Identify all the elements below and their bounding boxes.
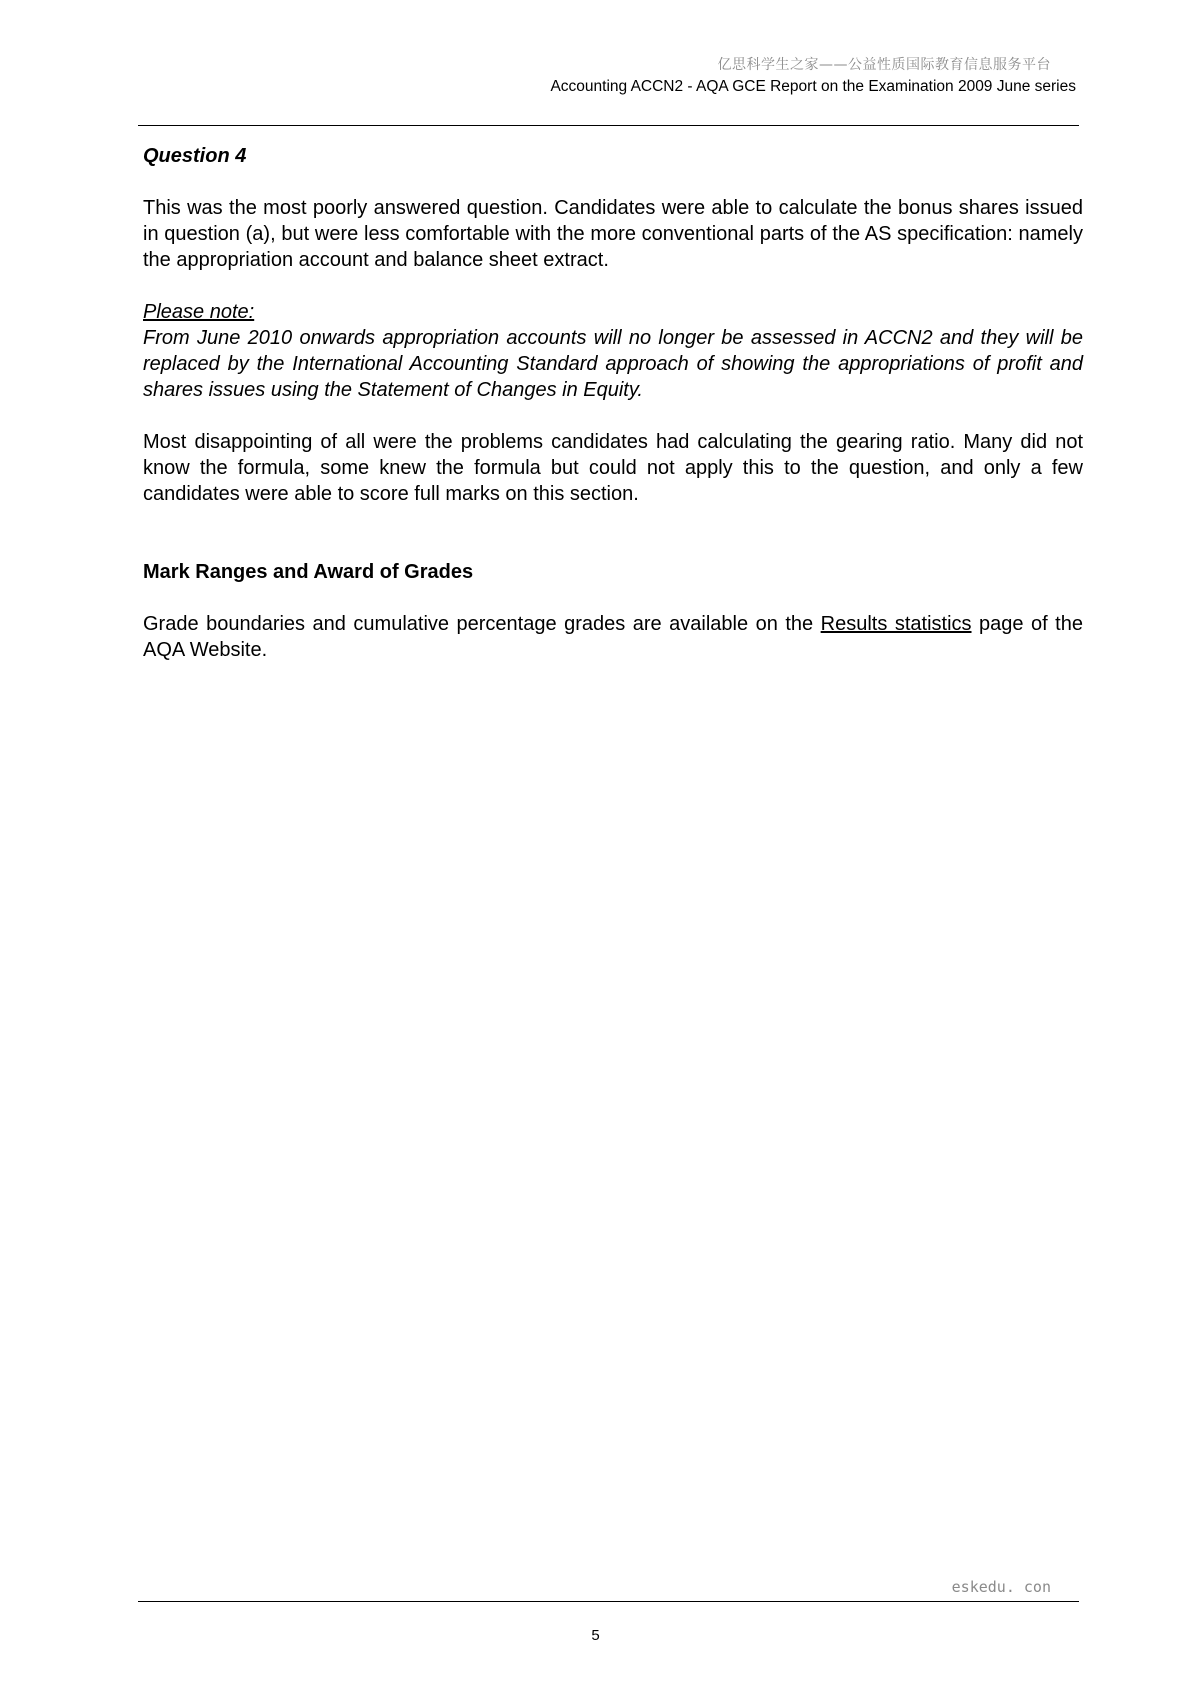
page-content — [143, 143, 1083, 689]
grades-text-before: Grade boundaries and cumulative percentage grades are available on the — [143, 613, 821, 635]
footer-watermark: eskedu. con — [951, 1578, 1051, 1596]
footer-rule — [138, 1601, 1079, 1602]
question-paragraph-1: This was the most poorly answered question. Candidates were able to calculate the bonus shares issued in question (a), but were less comfortable with the more conventional parts of the AS specification: namely the appropriation account and balance sheet extract. — [143, 197, 1083, 271]
grades-heading: Mark Ranges and Award of Grades — [143, 561, 474, 583]
running-header-title: Accounting ACCN2 - AQA GCE Report on the Examination 2009 June series — [550, 78, 1076, 95]
results-statistics-link[interactable]: Results statistics — [820, 613, 972, 635]
page-number: 5 — [591, 1627, 600, 1644]
header-rule — [138, 125, 1079, 126]
grades-paragraph — [143, 611, 1083, 663]
note-label: Please note: — [143, 301, 255, 323]
grades-text-after: page of the AQA Website. — [143, 613, 1083, 661]
note-body: From June 2010 onwards appropriation accounts will no longer be assessed in ACCN2 and they will be replaced by the International Accounting Standard approach of showing the appropriations of profit and shares issues using the Statement of Changes in Equity. — [143, 327, 1083, 401]
note-block — [143, 299, 1083, 403]
question-title: Question 4 — [143, 145, 247, 167]
header-watermark: 亿思科学生之家——公益性质国际教育信息服务平台 — [717, 57, 1051, 73]
question-paragraph-2: Most disappointing of all were the problems candidates had calculating the gearing ratio. Many did not know the formula, some knew the formula but could not apply this to the question, and only a few candidates were able to score full marks on this section. — [143, 431, 1083, 505]
